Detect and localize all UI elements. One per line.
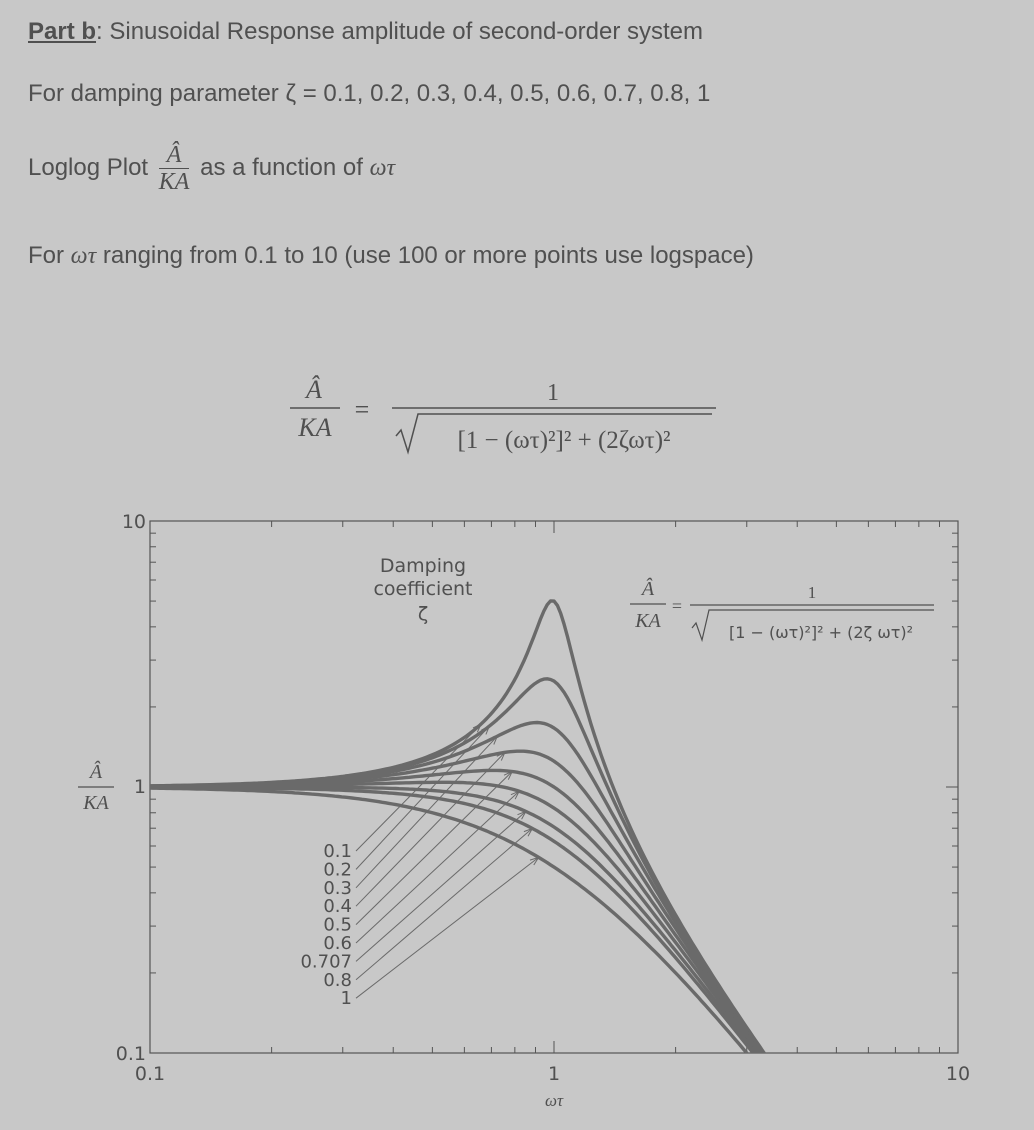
part-label: Part b	[28, 18, 97, 45]
series-label-0.5: 0.5	[323, 914, 352, 936]
inset-formula-equals: =	[671, 596, 683, 616]
y-axis-label-denominator: KA	[83, 792, 109, 814]
y-axis-label-numerator: Â	[89, 761, 103, 783]
loglog-suffix: as a function of	[200, 153, 363, 181]
y-axis-label	[78, 760, 114, 814]
series-label-1: 1	[340, 988, 352, 1010]
main-formula	[290, 375, 716, 454]
inset-formula-rhs-numerator: 1	[807, 583, 817, 602]
y-tick-label-1: 1	[133, 776, 146, 798]
x-tick-label-10: 10	[945, 1063, 971, 1085]
main-formula-lhs-numerator: Â	[306, 375, 322, 404]
series-label-0.4: 0.4	[323, 896, 352, 918]
legend-title-zeta: ζ	[417, 603, 429, 625]
range-omega-tau: ωτ	[70, 243, 97, 269]
damping-parameter-line: For damping parameter ζ = 0.1, 0.2, 0.3, 0.4, 0.5, 0.6, 0.7, 0.8, 1	[28, 80, 711, 107]
x-axis-label: ωτ	[544, 1091, 564, 1110]
inset-formula	[630, 577, 934, 642]
inset-formula-lhs-numerator: Â	[641, 578, 655, 600]
main-formula-lhs-denominator: KA	[298, 413, 332, 442]
leader-line-0.2	[356, 726, 489, 869]
x-tick-label-1: 1	[547, 1063, 561, 1085]
inset-formula-lhs-denominator: KA	[635, 610, 661, 632]
range-prefix: For	[28, 242, 64, 269]
main-formula-rhs-numerator: 1	[547, 380, 559, 406]
main-formula-rhs-denominator: [1 − (ωτ)²]² + (2ζωτ)²	[457, 427, 671, 454]
series-label-0.8: 0.8	[323, 969, 352, 991]
main-formula-equals: =	[354, 395, 370, 424]
series-label-0.2: 0.2	[323, 859, 352, 881]
y-tick-label-0.1: 0.1	[115, 1043, 146, 1065]
x-tick-label-0.1: 0.1	[134, 1063, 166, 1085]
leader-line-0.8	[356, 828, 532, 979]
range-suffix: ranging from 0.1 to 10 (use 100 or more points use logspace)	[102, 242, 754, 269]
series-label-0.3: 0.3	[323, 877, 352, 899]
part-title: : Sinusoidal Response amplitude of second-order system	[96, 18, 703, 45]
series-label-0.707: 0.707	[300, 951, 352, 973]
inset-formula-rhs-denominator: [1 − (ωτ)²]² + (2ζ ωτ)²	[728, 623, 914, 642]
omega-tau-symbol: ωτ	[369, 154, 396, 181]
amplitude-fraction-numerator: Â	[159, 142, 190, 169]
series-label-0.1: 0.1	[323, 841, 352, 862]
amplitude-fraction-denominator: KA	[158, 169, 190, 195]
legend-title-line-2: coefficient	[373, 578, 473, 600]
series-labels	[300, 841, 352, 1009]
series-label-0.6: 0.6	[323, 933, 352, 954]
leader-line-0.5	[356, 771, 512, 924]
legend-title-line-1: Damping	[379, 555, 467, 577]
loglog-prefix: Loglog Plot	[28, 153, 149, 181]
y-tick-label-10: 10	[121, 511, 146, 533]
